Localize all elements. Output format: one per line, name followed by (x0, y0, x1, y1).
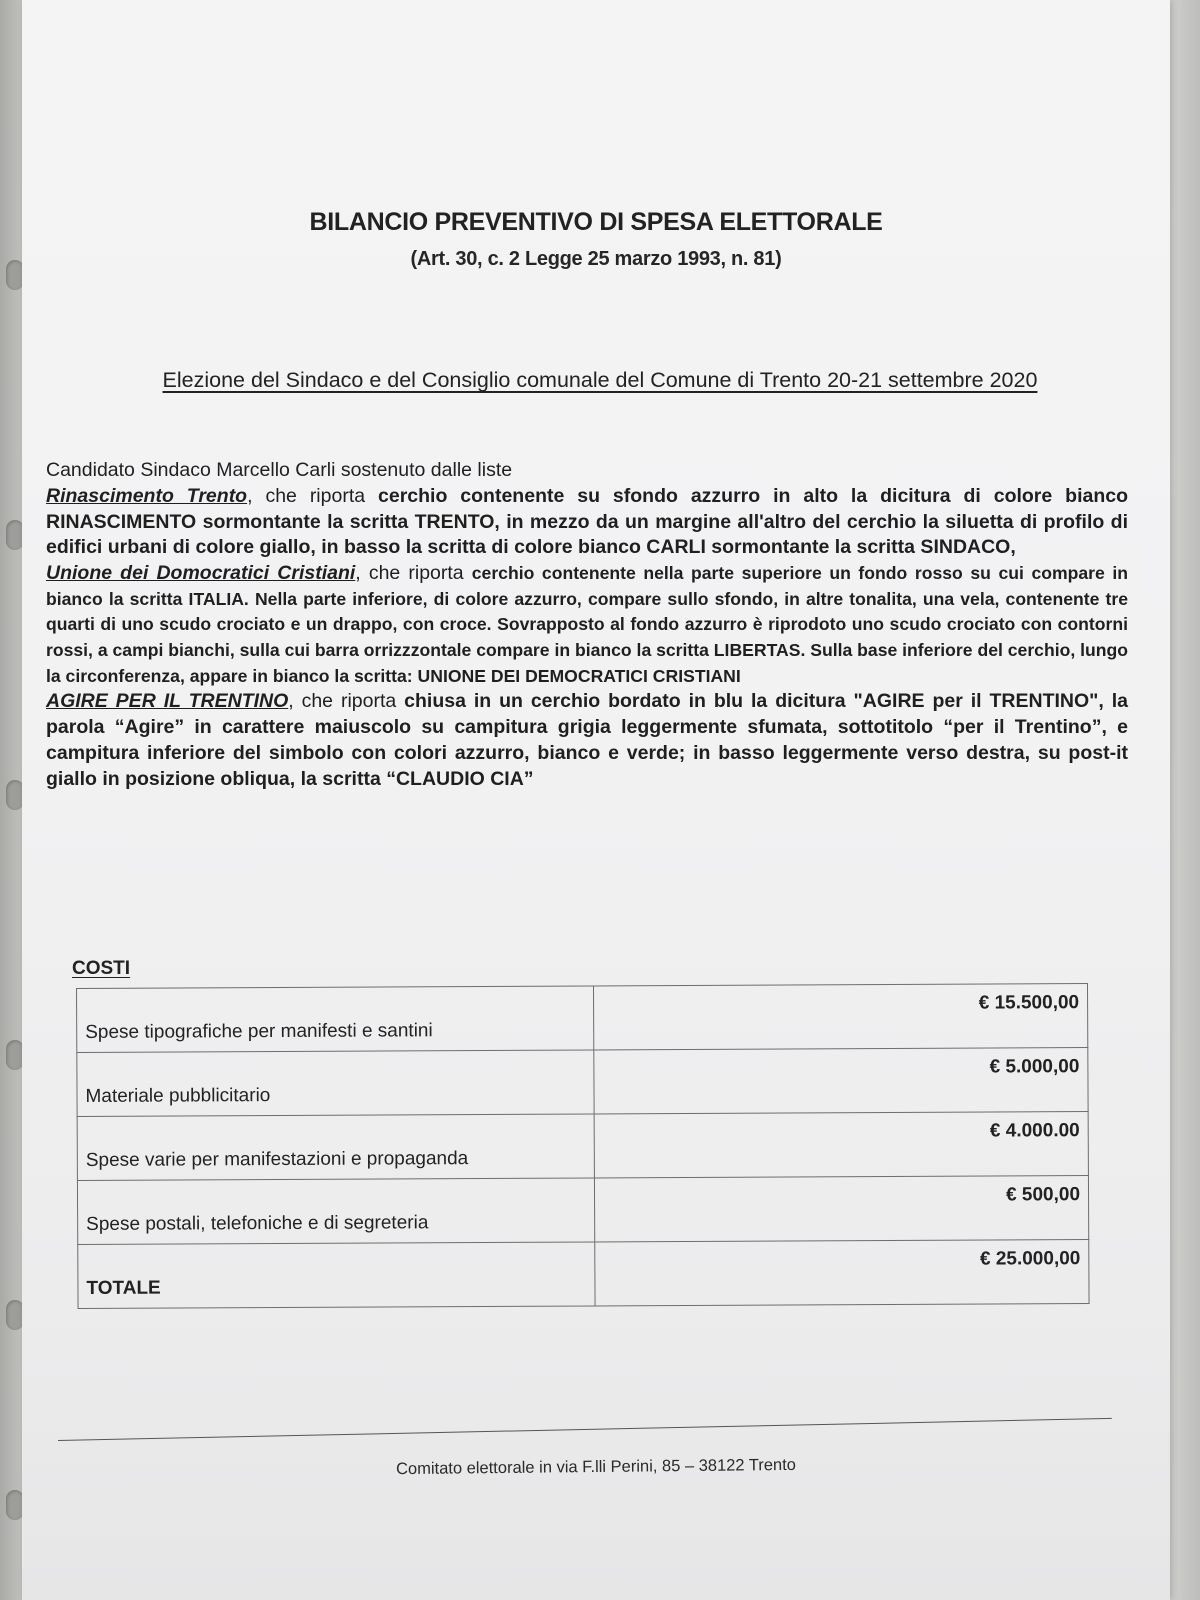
document-title: BILANCIO PREVENTIVO DI SPESA ELETTORALE (309, 208, 883, 236)
cost-label: Materiale pubblicitario (77, 1050, 594, 1117)
footer-address: Comitato elettorale in via F.lli Perini, 85 – 38122 Trento (395, 1455, 797, 1479)
cost-label: Spese varie per manifestazioni e propaganda (77, 1114, 594, 1181)
table-row (77, 1048, 1088, 1117)
list-description: chiusa in un cerchio bordato in blu la dicitura "AGIRE per il TRENTINO", la parola “Agire” in carattere maiuscolo su campitura grigia leggermente sfumata, sottotitolo “per il Trentino”, e campitura inferiore del simbolo con colori azzurro, bianco e verde; in basso leggermente verso destra, su post-it giallo in posizione obliqua, la scritta “CLAUDIO CIA” (46, 690, 1128, 790)
table-row (77, 1176, 1088, 1245)
costs-table (76, 983, 1090, 1309)
list-name: Rinascimento Trento (46, 484, 248, 507)
list-connector: , che riporta (288, 690, 405, 713)
table-row (77, 984, 1088, 1053)
candidate-intro: Candidato Sindaco Marcello Carli sostenuto dalle liste (46, 459, 513, 481)
list-connector: , che riporta (355, 562, 472, 585)
cost-amount: € 500,00 (594, 1176, 1088, 1242)
list-description: cerchio contenente su sfondo azzurro in alto la dicitura di colore bianco RINASCIMENTO sormontante la scritta TRENTO, in mezzo da un margine all'altro del cerchio la siluetta di profilo di edifici urbani di colore giallo, in basso la scritta di colore bianco CARLI sormontante la scritta SINDACO, (46, 484, 1129, 559)
total-amount: € 25.000,00 (595, 1240, 1089, 1306)
costs-heading: COSTI (72, 958, 131, 979)
list-name: Unione dei Domocratici Cristiani (46, 562, 356, 585)
footer-divider (58, 1418, 1112, 1441)
list-entry-rinascimento (46, 484, 1128, 561)
cost-amount: € 5.000,00 (594, 1048, 1088, 1114)
cost-amount: € 4.000.00 (594, 1112, 1088, 1178)
list-entry-udc (46, 561, 1128, 689)
document-subtitle: (Art. 30, c. 2 Legge 25 marzo 1993, n. 81) (410, 248, 782, 270)
candidate-section (46, 458, 1128, 792)
total-row (78, 1240, 1089, 1309)
list-connector: , che riporta (247, 484, 379, 507)
table-row (77, 1112, 1088, 1181)
list-name: AGIRE PER IL TRENTINO (46, 690, 289, 713)
election-heading: Elezione del Sindaco e del Consiglio comunale del Comune di Trento 20-21 settembre 2020 (162, 368, 1038, 392)
list-description: cerchio contenente nella parte superiore un fondo rosso su cui compare in bianco la scritta ITALIA. Nella parte inferiore, di colore azzurro, compare sullo sfondo, in altre tonalita, una vela, contenente tre quarti di uno scudo crociato e un drappo, con croce. Sovrapposto al fondo azzurro è riprodoto uno scudo crociato con contorni rossi, a campi bianchi, sulla cui barra orrizzzontale compare in bianco la scritta LIBERTAS. Sulla base inferiore del cerchio, lungo la circonferenza, appare in bianco la scritta: UNIONE DEI DEMOCRATICI CRISTIANI (46, 563, 1128, 686)
cost-label: Spese tipografiche per manifesti e santini (77, 986, 594, 1053)
total-label: TOTALE (78, 1242, 595, 1309)
document-sheet (22, 0, 1170, 1600)
cost-label: Spese postali, telefoniche e di segreteria (77, 1178, 594, 1245)
list-entry-agire (46, 689, 1128, 792)
cost-amount: € 15.500,00 (593, 984, 1087, 1050)
